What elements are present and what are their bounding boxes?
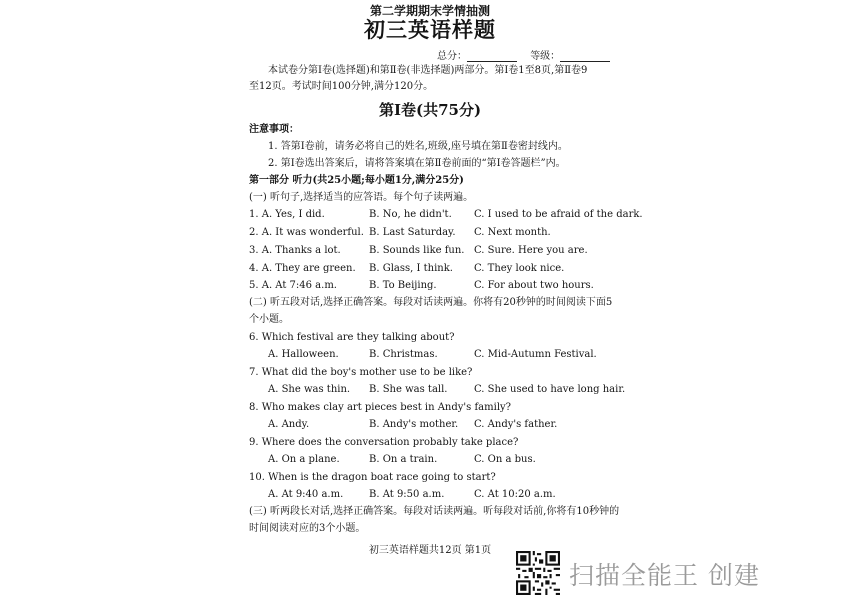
scanner-watermark: 扫描全能王 创建 (569, 561, 760, 590)
q6-option-c: C. Mid-Autumn Festival. (474, 349, 597, 360)
q2-option-a: 2. A. It was wonderful. (249, 227, 364, 238)
q7-option-a: A. She was thin. (268, 384, 351, 395)
notes-heading: 注意事项： (249, 124, 299, 135)
section3-instruction-line-2: 时间阅读对应的3个小题。 (249, 523, 366, 534)
q3-option-c: C. Sure. Here you are. (474, 245, 588, 256)
part1-heading: 第一部分 听力(共25小题;每小题1分,满分25分) (249, 175, 464, 186)
q1-option-c: C. I used to be afraid of the dark. (474, 209, 643, 220)
q8-stem: 8. Who makes clay art pieces best in Andy's family? (249, 402, 512, 413)
notes-item-2: 2. 第Ⅰ卷选出答案后，请将答案填在第Ⅱ卷前面的“第Ⅰ卷答题栏”内。 (268, 158, 566, 169)
q1-option-b: B. No, he didn't. (369, 209, 452, 220)
q4-option-a: 4. A. They are green. (249, 263, 356, 274)
q6-option-b: B. Christmas. (369, 349, 438, 360)
q9-option-b: B. On a train. (369, 454, 438, 465)
volume-title: 第Ⅰ卷(共75分) (378, 101, 482, 119)
intro-line-1: 本试卷分第Ⅰ卷(选择题)和第Ⅱ卷(非选择题)两部分。第Ⅰ卷1至8页,第Ⅱ卷9 (268, 65, 588, 76)
qr-code-icon (516, 551, 560, 595)
q3-option-a: 3. A. Thanks a lot. (249, 245, 341, 256)
q9-option-c: C. On a bus. (474, 454, 536, 465)
score-grade-fields (437, 47, 620, 62)
q10-stem: 10. When is the dragon boat race going to start? (249, 472, 496, 483)
q2-option-b: B. Last Saturday. (369, 227, 456, 238)
q8-option-b: B. Andy's mother. (369, 419, 459, 430)
section3-instruction-line-1: (三) 听两段长对话,选择正确答案。每段对话读两遍。听每段对话前,你将有10秒钟的 (249, 506, 620, 517)
section1-instruction: (一) 听句子,选择适当的应答语。每个句子读两遍。 (249, 192, 474, 203)
q7-stem: 7. What did the boy's mother use to be like? (249, 367, 473, 378)
q9-stem: 9. Where does the conversation probably take place? (249, 437, 519, 448)
q1-option-a: 1. A. Yes, I did. (249, 209, 325, 220)
notes-item-1: 1. 答第Ⅰ卷前，请务必将自己的姓名,班级,座号填在第Ⅱ卷密封线内。 (268, 141, 568, 152)
intro-line-2: 至12页。考试时间100分钟,满分120分。 (249, 81, 434, 92)
q7-option-c: C. She used to have long hair. (474, 384, 626, 395)
exam-header-line: 第二学期期末学情抽测 (369, 4, 490, 18)
section2-instruction-line-1: (二) 听五段对话,选择正确答案。每段对话读两遍。你将有20秒钟的时间阅读下面5 (249, 297, 613, 308)
q5-option-c: C. For about two hours. (474, 280, 594, 291)
q5-option-a: 5. A. At 7:46 a.m. (249, 280, 337, 291)
q10-option-c: C. At 10:20 a.m. (474, 489, 556, 500)
score-label: 总分： (437, 51, 467, 62)
score-blank (467, 51, 517, 62)
section2-instruction-line-2: 个小题。 (249, 314, 289, 325)
q4-option-b: B. Glass, I think. (369, 263, 453, 274)
q10-option-a: A. At 9:40 a.m. (268, 489, 344, 500)
q6-option-a: A. Halloween. (268, 349, 339, 360)
grade-label: 等级： (530, 51, 561, 62)
exam-title: 初三英语样题 (364, 17, 496, 42)
q8-option-c: C. Andy's father. (474, 419, 558, 430)
q9-option-a: A. On a plane. (268, 454, 340, 465)
q6-stem: 6. Which festival are they talking about? (249, 332, 455, 343)
page-footer: 初三英语样题共12页 第1页 (368, 545, 492, 556)
q4-option-c: C. They look nice. (474, 263, 565, 274)
q5-option-b: B. To Beijing. (369, 280, 437, 291)
q3-option-b: B. Sounds like fun. (369, 245, 465, 256)
q10-option-b: B. At 9:50 a.m. (369, 489, 445, 500)
grade-blank (560, 51, 610, 62)
q2-option-c: C. Next month. (474, 227, 551, 238)
q8-option-a: A. Andy. (268, 419, 310, 430)
q7-option-b: B. She was tall. (369, 384, 448, 395)
